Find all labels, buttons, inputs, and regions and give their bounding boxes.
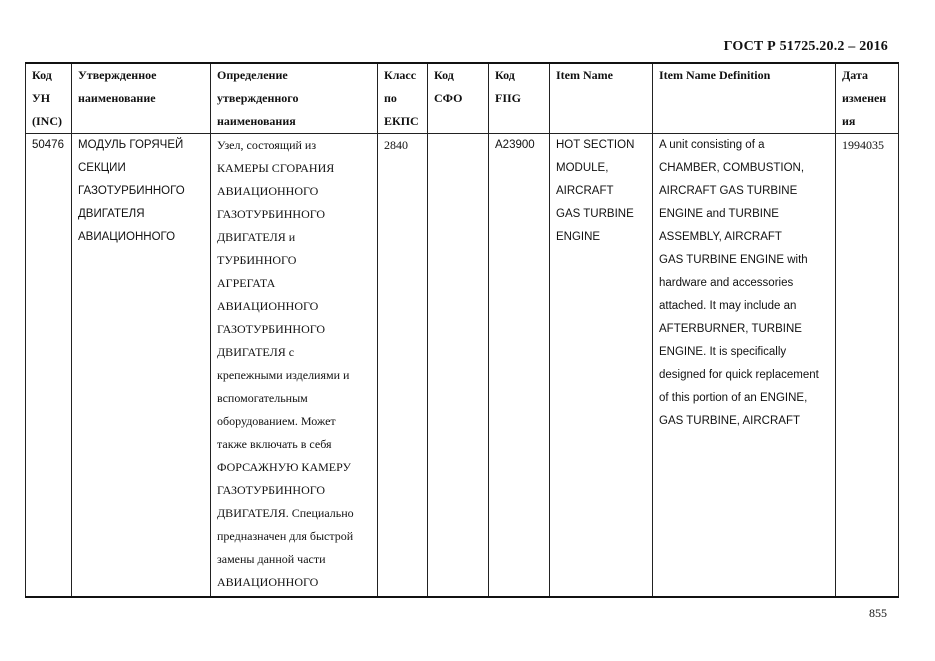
cell-line: MODULE, — [556, 162, 609, 174]
column-header — [72, 63, 211, 134]
cell-line: АВИАЦИОННОГО — [217, 299, 319, 313]
cell-line: ТУРБИННОГО — [217, 253, 297, 267]
column-header — [26, 63, 72, 134]
column-header — [428, 63, 489, 134]
cell-line: оборудованием. Может — [217, 414, 336, 428]
cell-line: вспомогательным — [217, 391, 308, 405]
cell-line: A23900 — [495, 139, 535, 151]
column-header — [378, 63, 428, 134]
column-header-line: Дата — [842, 68, 868, 82]
column-header-line: УН — [32, 91, 51, 105]
cell-line: GAS TURBINE ENGINE with — [659, 254, 808, 266]
column-header — [211, 63, 378, 134]
cell-line: AFTERBURNER, TURBINE — [659, 323, 802, 335]
cell-line: CHAMBER, COMBUSTION, — [659, 162, 805, 174]
column-header-line: Класс — [384, 68, 417, 82]
cell-line: ENGINE and TURBINE — [659, 208, 779, 220]
column-header-line: (INC) — [32, 114, 62, 128]
cell-line: ГАЗОТУРБИННОГО — [217, 322, 326, 336]
cell-line: ASSEMBLY, AIRCRAFT — [659, 231, 782, 243]
cell-line: ENGINE. It is specifically — [659, 346, 787, 358]
cell-line: ГАЗОТУРБИННОГО — [217, 483, 326, 497]
cell-line: of this portion of an ENGINE, — [659, 392, 808, 404]
cell-line: AIRCRAFT GAS TURBINE — [659, 185, 798, 197]
column-header-line: ЕКПС — [384, 114, 419, 128]
column-header-line: Item Name Definition — [659, 68, 771, 82]
column-header — [550, 63, 653, 134]
column-header-line: наименования — [217, 114, 296, 128]
table-row — [26, 134, 899, 598]
cell-line: HOT SECTION — [556, 139, 635, 151]
cell-item-name — [550, 134, 653, 598]
column-header-line: FIIG — [495, 91, 522, 105]
column-header — [489, 63, 550, 134]
cell-line: AIRCRAFT — [556, 185, 614, 197]
cell-item-definition — [653, 134, 836, 598]
cell-line: Узел, состоящий из — [217, 138, 317, 152]
cell-line: предназначен для быстрой — [217, 529, 354, 543]
cell-line: МОДУЛЬ ГОРЯЧЕЙ — [78, 139, 184, 151]
column-header-line: Утвержденное — [78, 68, 157, 82]
cell-date — [836, 134, 899, 598]
column-header — [836, 63, 899, 134]
cell-line: ДВИГАТЕЛЯ — [78, 208, 145, 220]
cell-line: АГРЕГАТА — [217, 276, 276, 290]
cell-line: hardware and accessories — [659, 277, 794, 289]
column-header-line: Код — [434, 68, 454, 82]
column-header-line: утвержденного — [217, 91, 299, 105]
cell-inc — [26, 134, 72, 598]
cell-line: ENGINE — [556, 231, 601, 243]
cell-line: ДВИГАТЕЛЯ с — [217, 345, 295, 359]
cell-line: ГАЗОТУРБИННОГО — [217, 207, 326, 221]
cell-line: 1994035 — [842, 138, 884, 152]
column-header-line: Определение — [217, 68, 288, 82]
cell-line: АВИАЦИОННОГО — [217, 575, 319, 589]
cell-line: 50476 — [32, 139, 64, 151]
cell-class — [378, 134, 428, 598]
cell-line: A unit consisting of a — [659, 139, 765, 151]
cell-line: GAS TURBINE — [556, 208, 634, 220]
catalog-table — [25, 62, 899, 598]
header-row — [26, 63, 899, 134]
cell-line: 2840 — [384, 138, 408, 152]
cell-approved-name — [72, 134, 211, 598]
cell-line: АВИАЦИОННОГО — [78, 231, 176, 243]
column-header-line: Item Name — [556, 68, 613, 82]
column-header-line: по — [384, 91, 397, 105]
column-header-line: наименование — [78, 91, 156, 105]
cell-line: также включать в себя — [217, 437, 332, 451]
column-header-line: ия — [842, 114, 856, 128]
cell-definition — [211, 134, 378, 598]
column-header-line: изменен — [842, 91, 887, 105]
cell-line: замены данной части — [217, 552, 326, 566]
column-header — [653, 63, 836, 134]
page-number: 855 — [869, 606, 887, 620]
cell-line: GAS TURBINE, AIRCRAFT — [659, 415, 801, 427]
document-header: ГОСТ Р 51725.20.2 – 2016 — [723, 39, 888, 54]
cell-line: designed for quick replacement — [659, 369, 819, 381]
cell-line: ФОРСАЖНУЮ КАМЕРУ — [217, 460, 351, 474]
cell-line: крепежными изделиями и — [217, 368, 350, 382]
cell-line: АВИАЦИОННОГО — [217, 184, 319, 198]
cell-line: ГАЗОТУРБИННОГО — [78, 185, 185, 197]
cell-sfo — [428, 134, 489, 598]
column-header-line: СФО — [434, 91, 463, 105]
cell-line: СЕКЦИИ — [78, 162, 126, 174]
cell-line: КАМЕРЫ СГОРАНИЯ — [217, 161, 335, 175]
cell-fiig — [489, 134, 550, 598]
cell-line: ДВИГАТЕЛЯ и — [217, 230, 296, 244]
column-header-line: Код — [495, 68, 515, 82]
cell-line: ДВИГАТЕЛЯ. Специально — [217, 506, 354, 520]
column-header-line: Код — [32, 68, 52, 82]
cell-line: attached. It may include an — [659, 300, 797, 312]
